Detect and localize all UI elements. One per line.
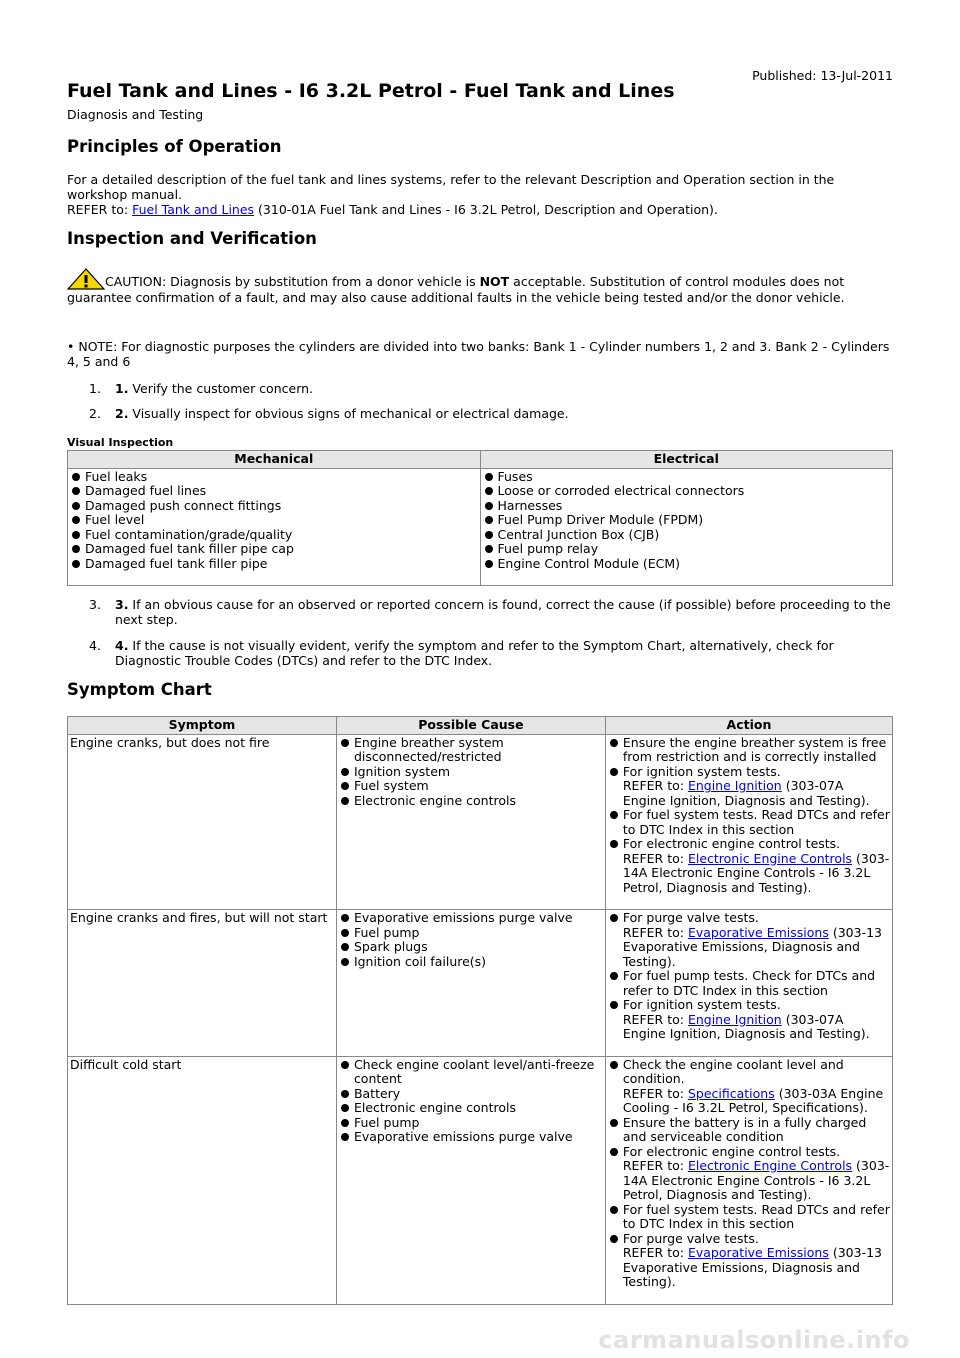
reference-detail: (303-13 Evaporative Emissions, Diagnosis and Testing). <box>622 924 882 969</box>
cause-item: Electronic engine controls <box>339 1101 603 1116</box>
electrical-item: Central Junction Box (CJB) <box>483 528 891 543</box>
refer-label: REFER to: <box>622 850 688 866</box>
action-list <box>608 1058 890 1290</box>
electrical-cell <box>480 468 893 586</box>
action-item <box>608 808 890 837</box>
action-item <box>608 969 890 998</box>
symptom-chart-heading: Symptom Chart <box>67 680 212 699</box>
electrical-item: Harnesses <box>483 499 891 514</box>
inspection-heading: Inspection and Verification <box>67 229 317 248</box>
refer-label: REFER to: <box>622 778 688 793</box>
action-cell <box>605 910 892 1057</box>
action-item <box>608 1232 890 1290</box>
action-text: Ensure the engine breather system is free from restriction and is correctly installed <box>622 734 887 764</box>
action-text: For electronic engine control tests. <box>622 1143 841 1159</box>
action-item <box>608 837 890 895</box>
caution-block <box>67 268 893 305</box>
refer-label: REFER to: <box>622 1011 688 1027</box>
action-item <box>608 998 890 1042</box>
cause-item: Ignition coil failure(s) <box>339 955 603 970</box>
action-text: For purge valve tests. <box>622 910 759 925</box>
action-text: For electronic engine control tests. <box>622 836 841 851</box>
refer-prefix: REFER to: <box>67 202 133 217</box>
watermark: carmanualsonline.info <box>598 1326 910 1354</box>
reference-link[interactable]: Engine Ignition <box>687 1011 782 1027</box>
symptom-row <box>68 1056 893 1304</box>
cause-list <box>339 1058 603 1145</box>
principles-heading: Principles of Operation <box>67 137 282 156</box>
cause-cell <box>336 910 605 1057</box>
published-date: Published: 13-Jul-2011 <box>752 68 893 83</box>
refer-label: REFER to: <box>622 1245 688 1260</box>
mechanical-item: Damaged fuel tank filler pipe <box>70 557 478 572</box>
action-item <box>608 1145 890 1203</box>
principles-description: For a detailed description of the fuel tank and lines systems, refer to the relevant Description and Operation section in the workshop manual. <box>67 172 835 202</box>
col-action: Action <box>605 717 892 735</box>
reference-detail: (303-07A Engine Ignition, Diagnosis and Testing). <box>622 778 870 808</box>
mechanical-cell <box>68 468 481 586</box>
cause-list <box>339 911 603 969</box>
refer-label: REFER to: <box>622 1085 688 1101</box>
action-text: For ignition system tests. <box>622 997 781 1012</box>
symptom-row <box>68 910 893 1057</box>
action-item <box>608 1058 890 1116</box>
reference-link[interactable]: Electronic Engine Controls <box>687 1158 853 1173</box>
electrical-item: Fuel Pump Driver Module (FPDM) <box>483 513 891 528</box>
principles-text <box>67 172 893 217</box>
caution-text-bold: NOT <box>479 274 510 289</box>
symptom-chart-table <box>67 716 893 1305</box>
cause-item: Battery <box>339 1087 603 1102</box>
action-cell <box>605 734 892 910</box>
step-3: 3. 3. If an obvious cause for an observed or reported concern is found, correct the cause (if possible) before proceeding to the next step. <box>89 597 891 627</box>
refer-label: REFER to: <box>622 924 688 940</box>
cause-cell <box>336 734 605 910</box>
cause-item: Fuel pump <box>339 926 603 941</box>
action-text: For fuel system tests. Read DTCs and refer to DTC Index in this section <box>622 807 890 837</box>
cause-item: Ignition system <box>339 765 603 780</box>
note-text: • NOTE: For diagnostic purposes the cylinders are divided into two banks: Bank 1 - Cylinder numbers 1, 2 and 3. Bank 2 - Cylinders 4, 5 and 6 <box>67 339 890 369</box>
action-item <box>608 736 890 765</box>
fuel-tank-lines-link[interactable]: Fuel Tank and Lines <box>132 202 255 217</box>
symptom-cell: Difficult cold start <box>68 1056 337 1304</box>
cause-item: Evaporative emissions purge valve <box>339 1130 603 1145</box>
cause-item: Electronic engine controls <box>339 794 603 809</box>
reference-link[interactable]: Specifications <box>687 1085 775 1101</box>
electrical-item: Fuses <box>483 470 891 485</box>
reference-detail: (303-13 Evaporative Emissions, Diagnosis and Testing). <box>622 1245 882 1289</box>
electrical-item: Fuel pump relay <box>483 542 891 557</box>
cause-item: Check engine coolant level/anti-freeze content <box>339 1058 603 1087</box>
mechanical-item: Damaged fuel tank filler pipe cap <box>70 542 478 557</box>
mechanical-item: Fuel contamination/grade/quality <box>70 528 478 543</box>
mechanical-item: Fuel leaks <box>70 470 478 485</box>
mechanical-item: Damaged push connect fittings <box>70 499 478 514</box>
caution-text-post: acceptable. Substitution of control modules does not guarantee confirmation of a fault, and may also cause additional faults in the vehicle being tested and/or the donor vehicle. <box>67 274 845 305</box>
cause-list <box>339 736 603 809</box>
reference-link[interactable]: Electronic Engine Controls <box>687 850 853 866</box>
refer-label: REFER to: <box>622 1158 688 1173</box>
action-text: For ignition system tests. <box>622 763 781 779</box>
action-text: Check the engine coolant level and condition. <box>622 1056 844 1086</box>
cause-item: Fuel pump <box>339 1116 603 1131</box>
step-2: 2. 2. Visually inspect for obvious signs of mechanical or electrical damage. <box>89 406 569 421</box>
reference-detail: (303-07A Engine Ignition, Diagnosis and Testing). <box>622 1011 870 1041</box>
col-possible-cause: Possible Cause <box>336 717 605 735</box>
action-text: For fuel system tests. Read DTCs and refer to DTC Index in this section <box>622 1201 890 1231</box>
reference-link[interactable]: Engine Ignition <box>687 778 782 793</box>
col-electrical: Electrical <box>480 451 893 469</box>
cause-item: Fuel system <box>339 779 603 794</box>
reference-detail: (303-14A Electronic Engine Controls - I6 3.2L Petrol, Diagnosis and Testing). <box>622 1158 890 1202</box>
cause-item: Evaporative emissions purge valve <box>339 911 603 926</box>
col-mechanical: Mechanical <box>68 451 481 469</box>
visual-inspection-table <box>67 450 893 586</box>
step-4: 4. 4. If the cause is not visually evident, verify the symptom and refer to the Symptom Chart, alternatively, check for Diagnostic Trouble Codes (DTCs) and refer to the DTC Index. <box>89 638 834 668</box>
reference-link[interactable]: Evaporative Emissions <box>687 924 829 940</box>
cause-item: Spark plugs <box>339 940 603 955</box>
action-text: For fuel pump tests. Check for DTCs and refer to DTC Index in this section <box>622 968 876 998</box>
action-item <box>608 1203 890 1232</box>
action-item <box>608 911 890 969</box>
reference-detail: (303-14A Electronic Engine Controls - I6 3.2L Petrol, Diagnosis and Testing). <box>622 850 890 895</box>
action-cell <box>605 1056 892 1304</box>
reference-detail: (303-03A Engine Cooling - I6 3.2L Petrol, Specifications). <box>622 1085 884 1115</box>
cause-item: Engine breather system disconnected/restricted <box>339 736 603 765</box>
col-symptom: Symptom <box>68 717 337 735</box>
page-title: Fuel Tank and Lines - I6 3.2L Petrol - Fuel Tank and Lines <box>67 80 675 102</box>
symptom-cell: Engine cranks and fires, but will not start <box>68 910 337 1057</box>
reference-link[interactable]: Evaporative Emissions <box>687 1245 829 1260</box>
action-list <box>608 736 890 896</box>
symptom-cell: Engine cranks, but does not fire <box>68 734 337 910</box>
page-subtitle: Diagnosis and Testing <box>67 107 204 122</box>
action-item <box>608 1116 890 1145</box>
caution-text-pre: CAUTION: Diagnosis by substitution from a donor vehicle is <box>105 274 480 289</box>
refer-suffix: (310-01A Fuel Tank and Lines - I6 3.2L Petrol, Description and Operation). <box>254 202 718 217</box>
step-1: 1. 1. Verify the customer concern. <box>89 381 314 396</box>
mechanical-item: Damaged fuel lines <box>70 484 478 499</box>
mechanical-item: Fuel level <box>70 513 478 528</box>
electrical-item: Engine Control Module (ECM) <box>483 557 891 572</box>
action-text: Ensure the battery is in a fully charged and serviceable condition <box>622 1114 867 1144</box>
action-item <box>608 765 890 809</box>
action-list <box>608 911 890 1042</box>
visual-inspection-heading: Visual Inspection <box>67 436 174 449</box>
electrical-item: Loose or corroded electrical connectors <box>483 484 891 499</box>
symptom-row <box>68 734 893 910</box>
cause-cell <box>336 1056 605 1304</box>
action-text: For purge valve tests. <box>622 1230 759 1246</box>
caution-warning-icon <box>67 268 105 290</box>
